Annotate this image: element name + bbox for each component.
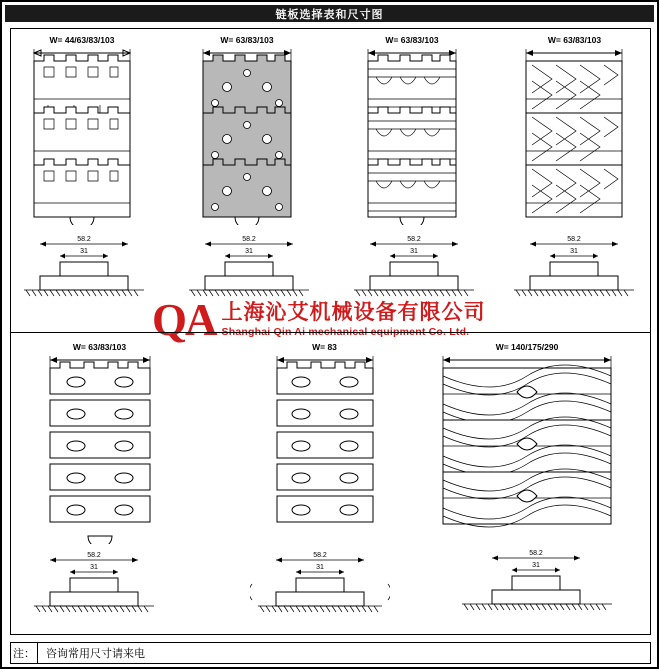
module-6-side-svg — [250, 550, 390, 620]
module-5-width-label: W= 63/83/103 — [72, 342, 127, 352]
module-4-side-svg — [514, 234, 634, 302]
module-5 — [32, 342, 167, 542]
module-4-width-label: W= 63/83/103 — [547, 35, 602, 45]
module-1-side-svg — [24, 234, 144, 302]
module-5-side-view — [34, 550, 154, 620]
svg-text:58.2: 58.2 — [407, 236, 421, 243]
module-7-width-label: W= 140/175/290 — [495, 342, 559, 352]
module-3-side-svg — [354, 234, 474, 302]
module-4-top-view — [512, 47, 637, 225]
note-text: 咨询常用尺寸请来电 — [46, 648, 145, 660]
module-3-top-view — [352, 47, 472, 225]
svg-text:31: 31 — [570, 248, 578, 255]
watermark-logo: QA — [152, 295, 216, 345]
module-2-side-view — [189, 234, 309, 302]
module-2-side-svg — [189, 234, 309, 302]
svg-text:31: 31 — [245, 248, 253, 255]
module-4-side-view — [514, 234, 634, 302]
module-6-top-view — [257, 354, 392, 544]
note-label: 注： — [11, 643, 38, 663]
module-2 — [187, 35, 307, 225]
svg-text:58.2: 58.2 — [529, 550, 543, 557]
row-divider — [11, 332, 650, 333]
module-6-width-label: W= 83 — [312, 342, 337, 352]
page-title: 链板选择表和尺寸图 — [275, 8, 384, 21]
module-7-top-view — [427, 354, 627, 544]
svg-text:58.2: 58.2 — [313, 552, 327, 559]
note-bar — [10, 642, 651, 664]
module-6 — [257, 342, 392, 542]
module-1 — [22, 35, 142, 225]
module-7 — [427, 342, 627, 542]
module-4 — [512, 35, 637, 225]
module-3-side-view — [354, 234, 474, 302]
svg-text:58.2: 58.2 — [242, 236, 256, 243]
svg-text:31: 31 — [80, 248, 88, 255]
watermark-company-en: Shanghai Qin Ai mechanical equipment Co. Ltd. — [221, 326, 470, 338]
svg-text:31: 31 — [532, 562, 540, 569]
module-5-side-svg — [34, 550, 154, 620]
module-2-width-label: W= 63/83/103 — [220, 35, 274, 45]
module-2-top-view — [187, 47, 307, 225]
module-7-side-view — [462, 540, 612, 620]
watermark-company-cn: 上海沁艾机械设备有限公司 — [221, 300, 486, 324]
module-5-top-view — [32, 354, 167, 544]
module-7-side-svg — [462, 540, 612, 620]
module-3-width-label: W= 63/83/103 — [385, 35, 439, 45]
sheet-title-bar — [5, 5, 654, 22]
svg-text:58.2: 58.2 — [77, 236, 91, 243]
module-3 — [352, 35, 472, 225]
svg-text:31: 31 — [90, 564, 98, 571]
svg-text:31: 31 — [316, 564, 324, 571]
module-1-width-label: W= 44/63/83/103 — [49, 35, 115, 45]
module-1-side-view — [24, 234, 144, 302]
svg-text:58.2: 58.2 — [87, 552, 101, 559]
svg-text:58.2: 58.2 — [567, 236, 581, 243]
module-1-top-view — [22, 47, 142, 225]
svg-text:31: 31 — [410, 248, 418, 255]
module-6-side-view — [250, 550, 390, 620]
